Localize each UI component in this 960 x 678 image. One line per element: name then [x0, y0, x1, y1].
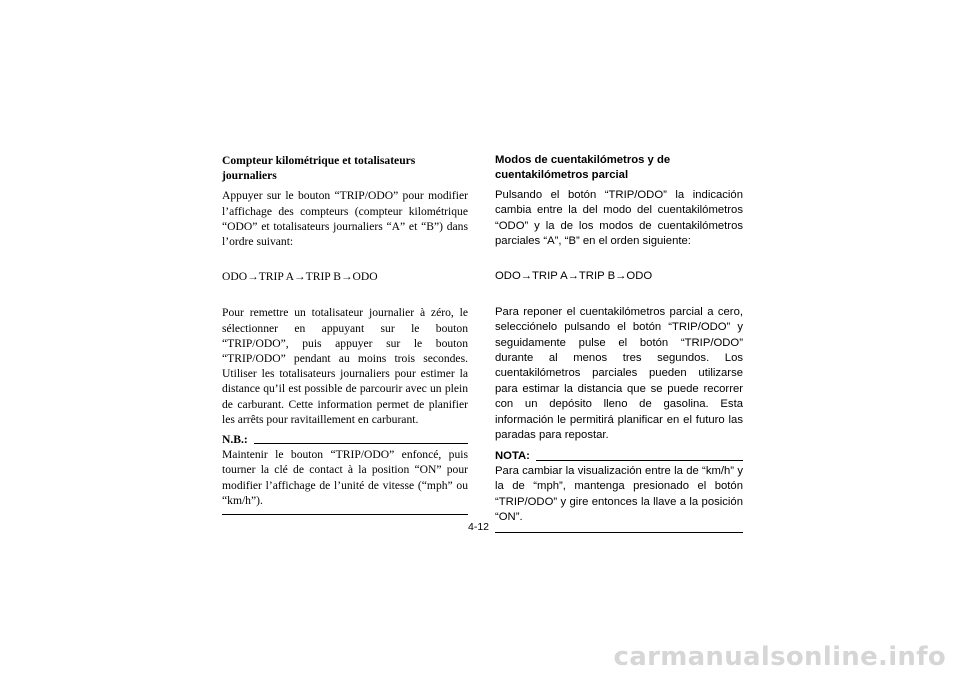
spanish-note-end-rule — [495, 532, 743, 533]
french-intro-paragraph: Appuyer sur le bouton “TRIP/ODO” pour modifier l’affichage des compteurs (compteur kilométrique “ODO” et totalisateurs journaliers “A” et “B”) dans l’ordre suivant: — [222, 189, 468, 249]
spanish-note-text: Para cambiar la visualización entre la de “km/h” y la de “mph”, mantenga presionado el botón “TRIP/ODO” y gire entonces la llave a la posición “ON”. — [495, 464, 743, 524]
french-note-rule — [254, 443, 468, 444]
spanish-reset-paragraph: Para reponer el cuentakilómetros parcial a cero, selecciónelo pulsando el botón “TRIP/ODO” y seguidamente pulse el botón “TRIP/ODO” durante al menos tres segundos. Los cuentakilómetros parciales pueden utilizarse para estimar la distancia que se puede recorrer con un depósito lleno de gasolina. Esta información le permitirá planificar en el futuro las paradas para repostar. — [495, 305, 743, 442]
french-note-header — [222, 432, 468, 447]
spanish-intro-paragraph: Pulsando el botón “TRIP/ODO” la indicación cambia entre la del modo del cuentakilómetros “ODO” y la de los modos de cuentakilómetros parciales “A”, “B” en el orden siguiente: — [495, 188, 743, 248]
french-column — [222, 153, 468, 515]
french-display-sequence: ODO→TRIP A→TRIP B→ODO — [222, 270, 378, 284]
french-note-text: Maintenir le bouton “TRIP/ODO” enfoncé, puis tourner la clé de contact à la position “ON” pour modifier l’affichage de l’unité de vitesse (“mph” ou “km/h”). — [222, 448, 468, 507]
spanish-note-header — [495, 449, 743, 464]
spanish-column — [495, 153, 743, 533]
spanish-display-sequence: ODO→TRIP A→TRIP B→ODO — [495, 270, 653, 283]
page-number: 4-12 — [468, 521, 490, 533]
spanish-note-rule — [536, 460, 743, 461]
spanish-note-label: NOTA: — [495, 449, 530, 462]
french-reset-paragraph: Pour remettre un totalisateur journalier à zéro, le sélectionner en appuyant sur le bouton “TRIP/ODO”, puis appuyer sur le bouton “TRIP/ODO” pendant au moins trois secondes. Utiliser les totalisateurs journaliers pour estimer la distance qu’il est possible de parcourir avec un plein de carburant. Cette information permet de planifier les arrêts pour ravitaillement en carburant. — [222, 306, 468, 426]
french-heading: Compteur kilométrique et totalisateurs journaliers — [222, 154, 416, 183]
watermark-text: carmanualsonline.info — [613, 642, 946, 672]
french-note-label: N.B.: — [222, 433, 248, 447]
spanish-heading: Modos de cuentakilómetros y de cuentakilómetros parcial — [495, 154, 671, 182]
french-note-end-rule — [222, 514, 468, 515]
